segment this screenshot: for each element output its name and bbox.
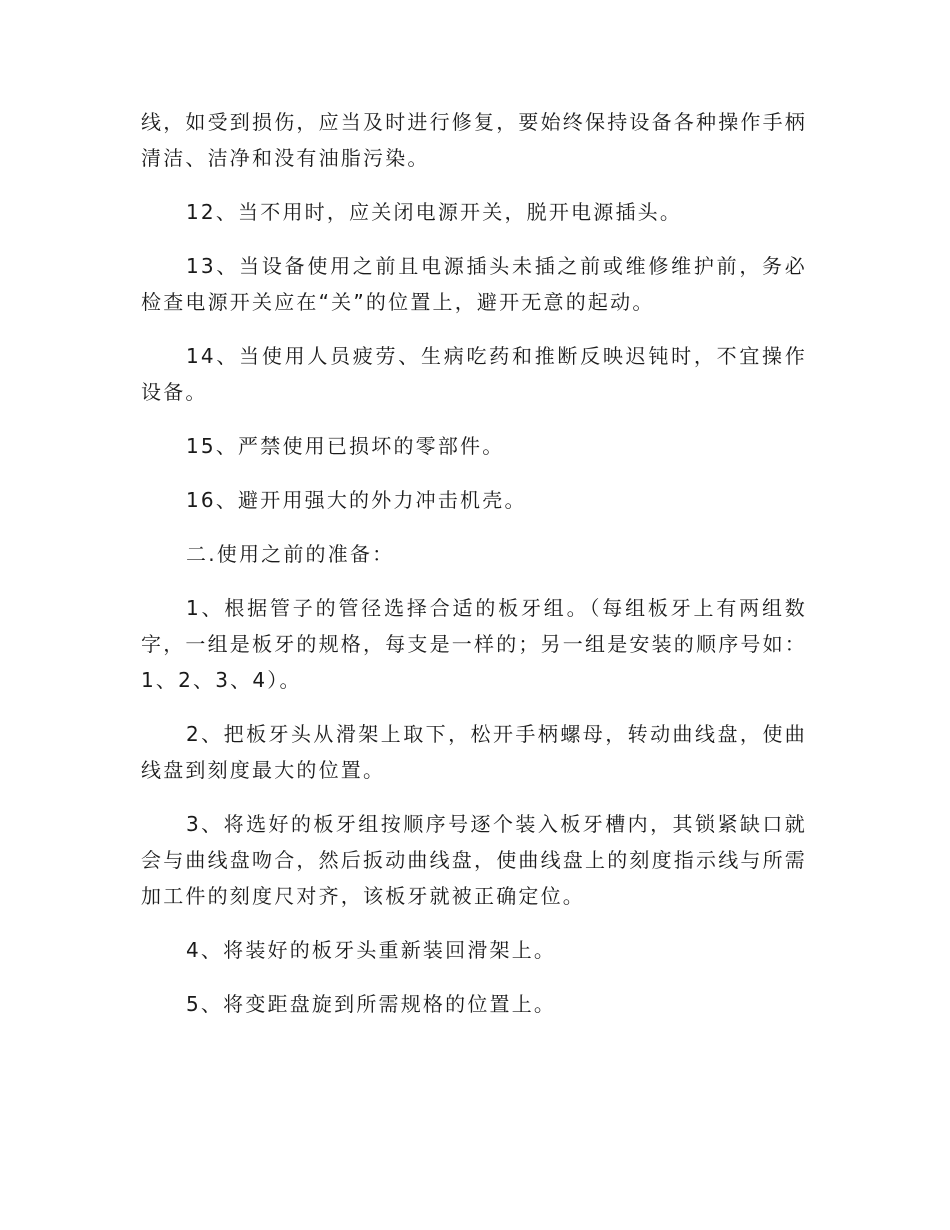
paragraph-item-16: 16、避开用强大的外力冲击机壳。 (186, 488, 527, 512)
paragraph-item-13: 13、当设备使用之前且电源插头未插之前或维修维护前，务必检查电源开关应在“关”的位置上，避开无意的起动。 (141, 254, 807, 314)
paragraph-step-5: 5、将变距盘旋到所需规格的位置上。 (186, 992, 557, 1016)
paragraph-item-15: 15、严禁使用已损坏的零部件。 (186, 434, 505, 458)
paragraph-item-14: 14、当使用人员疲劳、生病吃药和推断反映迟钝时，不宜操作设备。 (141, 344, 807, 404)
paragraph-continuation: 线，如受到损伤，应当及时进行修复，要始终保持设备各种操作手柄清洁、洁净和没有油脂污染。 (141, 110, 807, 170)
section-heading-preparation: 二.使用之前的准备： (186, 542, 395, 566)
document-body (141, 104, 807, 1040)
paragraph-step-1: 1、根据管子的管径选择合适的板牙组。（每组板牙上有两组数字，一组是板牙的规格，每支是一样的；另一组是安装的顺序号如：1、2、3、4）。 (141, 596, 807, 692)
paragraph-step-3: 3、将选好的板牙组按顺序号逐个装入板牙槽内，其锁紧缺口就会与曲线盘吻合，然后扳动曲线盘，使曲线盘上的刻度指示线与所需加工件的刻度尺对齐，该板牙就被正确定位。 (141, 812, 807, 908)
paragraph-step-4: 4、将装好的板牙头重新装回滑架上。 (186, 938, 557, 962)
paragraph-step-2: 2、把板牙头从滑架上取下，松开手柄螺母，转动曲线盘，使曲线盘到刻度最大的位置。 (141, 722, 807, 782)
paragraph-item-12: 12、当不用时，应关闭电源开关，脱开电源插头。 (186, 200, 683, 224)
